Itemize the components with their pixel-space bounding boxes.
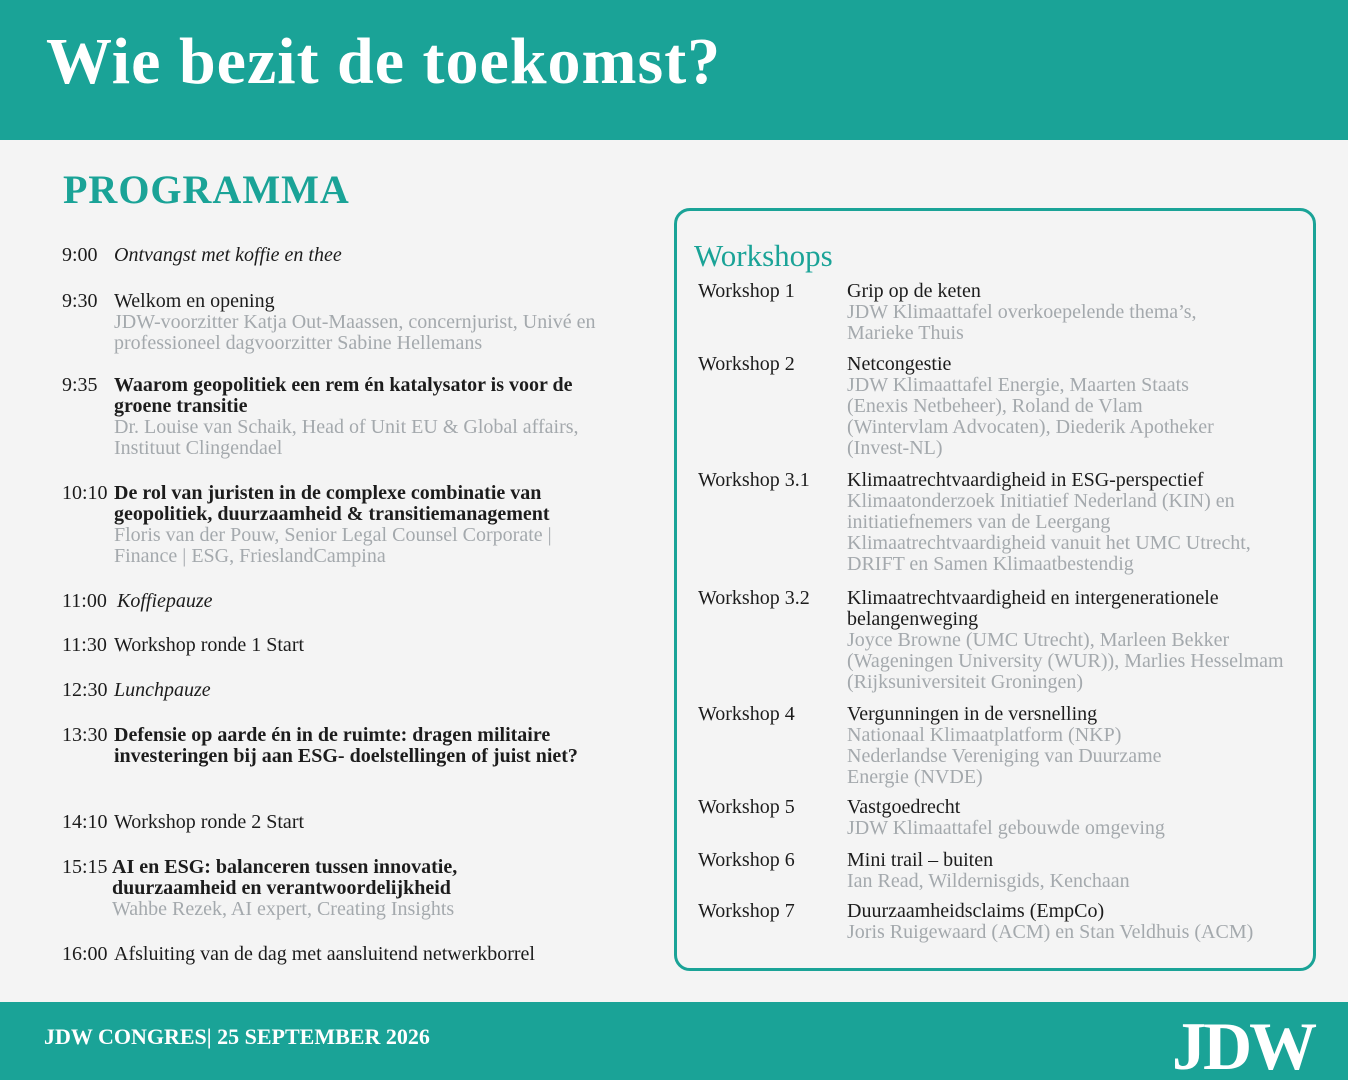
- entry-time: 16:00: [62, 943, 108, 965]
- workshop-label: Workshop 2: [698, 353, 795, 375]
- entry-title: Welkom en opening: [114, 290, 275, 312]
- workshop-title: Klimaatrechtvaardigheid in ESG-perspectief: [847, 469, 1204, 491]
- workshop-hosts: Ian Read, Wildernisgids, Kenchaan: [847, 870, 1130, 892]
- footer-banner: [0, 1002, 1348, 1080]
- workshop-title: Vastgoedrecht: [847, 796, 961, 818]
- workshop-label: Workshop 3.1: [698, 469, 810, 491]
- workshop-label: Workshop 6: [698, 849, 795, 871]
- workshop-hosts: Klimaatonderzoek Initiatief Nederland (KIN) en initiatiefnemers van de Leergang Klimaatrechtvaardigheid vanuit het UMC Utrecht, DRIFT en Samen Klimaatbestendig: [847, 490, 1251, 575]
- entry-title: AI en ESG: balanceren tussen innovatie, duurzaamheid en verantwoordelijkheid: [112, 856, 458, 899]
- entry-title: Koffiepauze: [117, 590, 213, 612]
- workshop-label: Workshop 5: [698, 796, 795, 818]
- workshop-hosts: Joris Ruigewaard (ACM) en Stan Veldhuis (ACM): [847, 921, 1254, 943]
- entry-title: Waarom geopolitiek een rem én katalysator is voor de groene transitie: [114, 374, 573, 417]
- workshop-hosts: JDW Klimaattafel overkoepelende thema’s, Marieke Thuis: [847, 301, 1197, 344]
- workshop-title: Klimaatrechtvaardigheid en intergenerationele belangenweging: [847, 587, 1219, 630]
- workshop-title: Grip op de keten: [847, 280, 981, 302]
- programma-heading: PROGRAMMA: [63, 167, 350, 212]
- entry-time: 9:00: [62, 244, 98, 266]
- entry-time: 11:30: [62, 634, 107, 656]
- entry-speakers: Floris van der Pouw, Senior Legal Counsel Corporate | Finance | ESG, FrieslandCampina: [114, 524, 552, 567]
- entry-title: Workshop ronde 1 Start: [114, 634, 305, 656]
- entry-speakers: Wahbe Rezek, AI expert, Creating Insights: [112, 898, 455, 920]
- workshop-hosts: JDW Klimaattafel Energie, Maarten Staats (Enexis Netbeheer), Roland de Vlam (Wintervlam Advocaten), Diederik Apotheker (Invest-NL): [847, 374, 1214, 459]
- workshop-title: Vergunningen in de versnelling: [847, 703, 1098, 725]
- page-title: Wie bezit de toekomst?: [46, 25, 722, 98]
- header-banner: [0, 0, 1348, 140]
- entry-title: Lunchpauze: [114, 679, 211, 701]
- workshop-label: Workshop 3.2: [698, 587, 810, 609]
- workshop-label: Workshop 7: [698, 900, 795, 922]
- workshop-title: Duurzaamheidsclaims (EmpCo): [847, 900, 1105, 922]
- entry-title: Afsluiting van de dag met aansluitend netwerkborrel: [114, 943, 535, 965]
- entry-time: 15:15: [62, 856, 108, 878]
- entry-time: 9:30: [62, 290, 98, 312]
- workshop-title: Netcongestie: [847, 353, 952, 375]
- entry-time: 10:10: [62, 482, 108, 504]
- workshop-hosts: JDW Klimaattafel gebouwde omgeving: [847, 817, 1165, 839]
- entry-time: 9:35: [62, 374, 98, 396]
- jdw-logo: JDW: [1172, 1008, 1315, 1080]
- entry-title: De rol van juristen in de complexe combinatie van geopolitiek, duurzaamheid & transitiemanagement: [114, 482, 550, 525]
- workshop-title: Mini trail – buiten: [847, 849, 994, 871]
- workshop-label: Workshop 4: [698, 703, 795, 725]
- entry-speakers: Dr. Louise van Schaik, Head of Unit EU & Global affairs, Instituut Clingendael: [114, 416, 579, 459]
- entry-title: Ontvangst met koffie en thee: [114, 244, 342, 266]
- entry-time: 14:10: [62, 811, 108, 833]
- workshop-label: Workshop 1: [698, 280, 795, 302]
- entry-time: 13:30: [62, 724, 108, 746]
- event-date: JDW CONGRES| 25 SEPTEMBER 2026: [44, 1024, 430, 1049]
- entry-time: 11:00: [62, 590, 107, 612]
- entry-title: Defensie op aarde én in de ruimte: dragen militaire investeringen bij aan ESG- doelstellingen of juist niet?: [114, 724, 578, 767]
- workshop-hosts: Nationaal Klimaatplatform (NKP) Nederlandse Vereniging van Duurzame Energie (NVDE): [847, 724, 1162, 788]
- entry-time: 12:30: [62, 679, 108, 701]
- workshop-hosts: Joyce Browne (UMC Utrecht), Marleen Bekker (Wageningen University (WUR)), Marlies Hesselmam (Rijksuniversiteit Groningen): [847, 629, 1284, 693]
- entry-title: Workshop ronde 2 Start: [114, 811, 305, 833]
- workshops-heading: Workshops: [694, 238, 833, 273]
- entry-speakers: JDW-voorzitter Katja Out-Maassen, concernjurist, Univé en professioneel dagvoorzitter Sabine Hellemans: [114, 311, 596, 354]
